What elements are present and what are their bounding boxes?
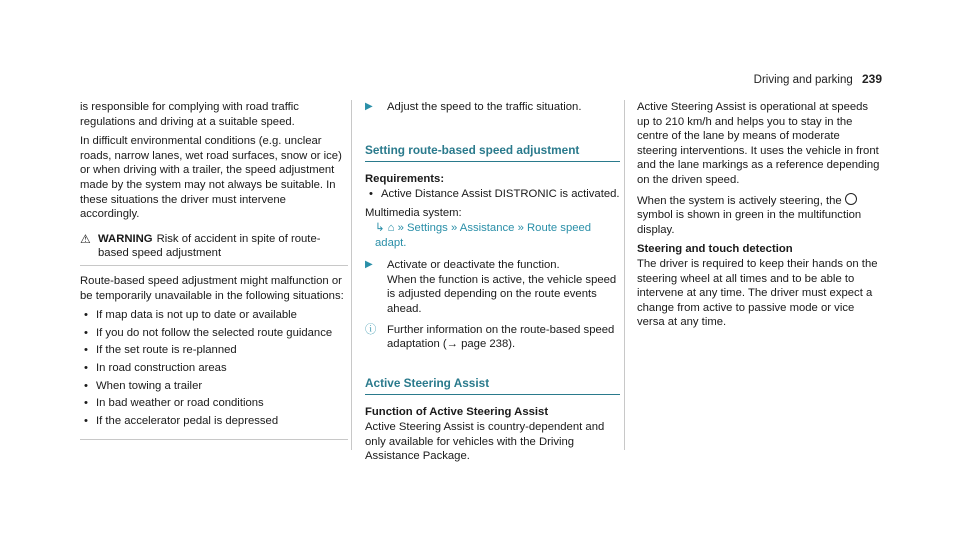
paragraph: The driver is required to keep their hands on the steering wheel at all times and to be able to intervene at any time. The driver must expect a change from active to passive mode or vice versa at any time. (637, 257, 878, 329)
warning-text: Route-based speed adjustment might malfunction or be temporarily unavailable in the following situations: (80, 274, 344, 302)
column-divider (351, 100, 352, 450)
chevron-right-icon: » (450, 221, 458, 234)
warning-triangle-icon: ⚠ (80, 231, 91, 246)
section-heading: Active Steering Assist (365, 376, 620, 396)
list-item: • In bad weather or road conditions (80, 396, 348, 411)
action-step (365, 258, 620, 316)
arrow-right-icon: ↳ (375, 221, 385, 234)
list-item: • If you do not follow the selected route guidance (80, 326, 348, 341)
paragraph-part: When the system is actively steering, the (637, 194, 842, 207)
play-step-icon: ▶ (365, 259, 373, 271)
path-settings: Settings (407, 221, 448, 234)
page-number: 239 (861, 72, 882, 86)
page-header (754, 72, 882, 86)
section-heading: Setting route-based speed adjustment (365, 143, 620, 163)
play-step-icon: ▶ (365, 101, 373, 112)
warning-label: WARNING (98, 232, 153, 245)
list-item: • Active Distance Assist DISTRONIC is activated. (365, 187, 620, 202)
paragraph-part: symbol is shown in green in the multifunction display. (637, 209, 862, 236)
paragraph: Active Steering Assist is country-dependent and only available for vehicles with the Driving Assistance Package. (365, 420, 605, 463)
menu-path (365, 221, 620, 250)
section-title: Driving and parking (753, 74, 853, 86)
steering-assist-icon (845, 193, 857, 205)
warning-list (80, 308, 348, 428)
step-detail: When the function is active, the vehicle speed is adjusted depending on the route events ahead. (387, 273, 617, 315)
path-assistance: Assistance (459, 221, 515, 234)
chevron-right-icon: » (397, 221, 404, 234)
requirements-label: Requirements: (365, 173, 445, 186)
list-item: • When towing a trailer (80, 379, 348, 394)
step-text: Activate or deactivate the function. (387, 259, 560, 272)
list-item: • In road construction areas (80, 361, 348, 376)
info-icon: ⓘ (365, 323, 377, 336)
action-step (365, 100, 620, 115)
subheading: Steering and touch detection (637, 243, 793, 256)
column-2 (365, 100, 620, 469)
column-divider (624, 100, 625, 450)
path-route-speed: Route speed adapt. (375, 221, 592, 249)
home-icon: ⌂ (387, 221, 395, 234)
chevron-right-icon: » (517, 221, 524, 234)
warning-heading (80, 232, 348, 261)
list-item: • If the accelerator pedal is depressed (80, 414, 348, 429)
info-note (365, 323, 620, 352)
step-text: Adjust the speed to the traffic situation. (387, 101, 582, 113)
column-1 (80, 100, 348, 446)
list-item: • If the set route is re-planned (80, 343, 348, 358)
column-3 (637, 100, 882, 335)
paragraph: Active Steering Assist is operational at speeds up to 210 km/h and helps you to stay in the centre of the lane by means of moderate steering interventions. It uses the vehicle in front and the lane markings as a reference depending on the driven speed. (637, 101, 880, 186)
paragraph: is responsible for complying with road traffic regulations and driving at a suitable speed. (80, 101, 299, 128)
note-text: Further information on the route-based speed adaptation (→ page 238). (387, 323, 615, 351)
paragraph (637, 193, 882, 238)
list-item: • If map data is not up to date or available (80, 308, 348, 323)
menu-path-label: Multimedia system: (365, 207, 462, 220)
paragraph: In difficult environmental conditions (e.g. unclear roads, narrow lanes, wet road surfaces, snow or ice) or when driving with a trailer, the speed adjustment made by the system may not always be suitable. In these situations the driver must intervene accordingly. (80, 135, 342, 221)
warning-box (80, 232, 348, 441)
warning-title: Risk of accident in spite of route-based speed adjustment (98, 232, 321, 260)
subheading: Function of Active Steering Assist (365, 406, 549, 419)
